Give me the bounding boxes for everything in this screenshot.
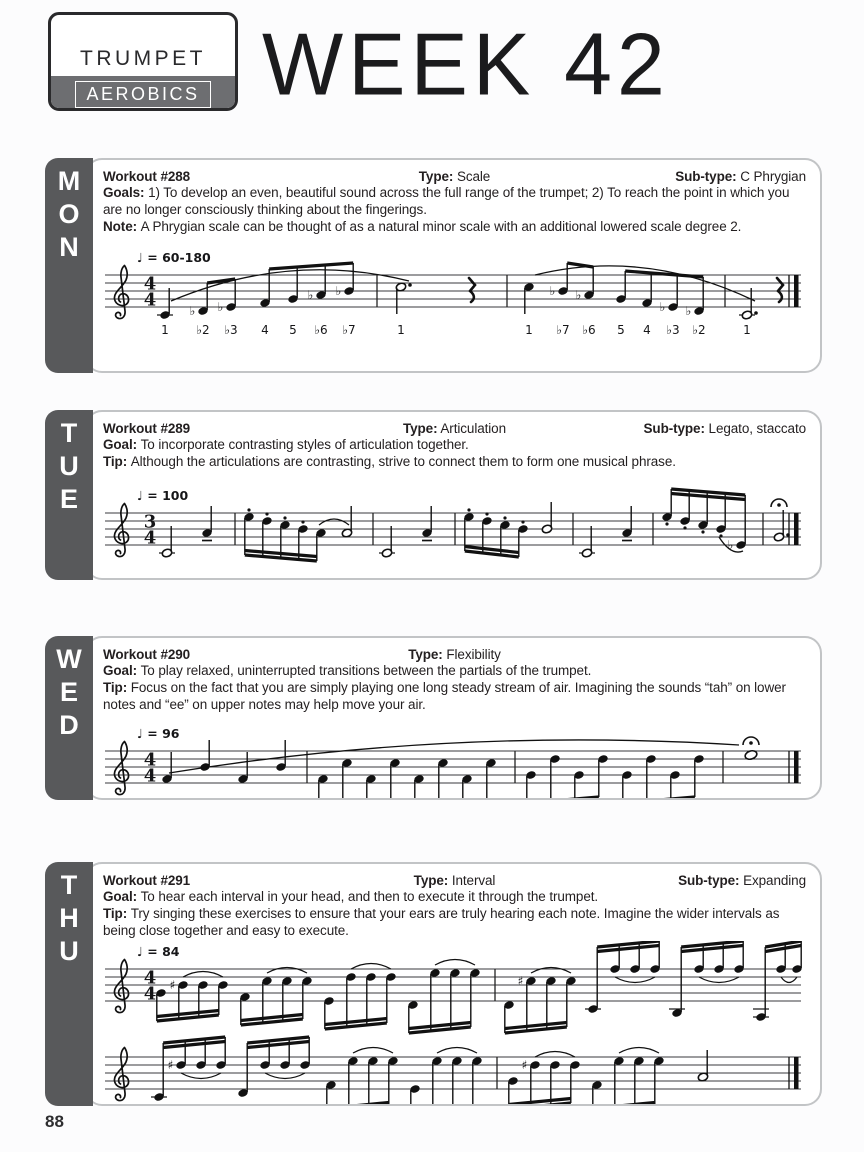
svg-text:5: 5 (617, 323, 625, 338)
workout-type: Type: Articulation (402, 421, 506, 436)
svg-text:♭: ♭ (685, 304, 692, 319)
workout-subtype: Sub-type: Expanding (678, 873, 806, 888)
svg-text:♯: ♯ (169, 978, 176, 993)
svg-text:♭7: ♭7 (342, 323, 356, 338)
workout-header (103, 168, 806, 185)
svg-text:♭3: ♭3 (224, 323, 238, 338)
svg-text:♭: ♭ (727, 537, 734, 552)
svg-text:3: 3 (143, 511, 157, 533)
svg-text:♩ = 100: ♩ = 100 (137, 487, 189, 503)
day-letter: H (59, 903, 79, 933)
day-letter: T (60, 418, 78, 448)
logo-trumpet-text: TRUMPET (80, 47, 206, 70)
svg-text:♭: ♭ (575, 288, 582, 303)
day-letter: W (56, 644, 82, 674)
description-line: Tip: Although the articulations are contrasting, strive to connect them to form one musical phrase. (103, 453, 676, 469)
day-letter: E (59, 484, 78, 514)
svg-text:♭6: ♭6 (582, 323, 596, 338)
svg-text:♭2: ♭2 (196, 323, 210, 338)
svg-text:4: 4 (261, 323, 269, 338)
svg-text:♭7: ♭7 (556, 323, 570, 338)
svg-text:♭: ♭ (307, 288, 314, 303)
day-tab-tue (45, 410, 93, 580)
svg-text:♭: ♭ (217, 300, 224, 315)
workout-card-wed (45, 636, 822, 800)
trumpet-aerobics-logo (48, 12, 238, 111)
workout-card-thu (45, 862, 822, 1106)
svg-text:♭2: ♭2 (692, 323, 706, 338)
day-letter: O (58, 199, 80, 229)
workout-card-mon (45, 158, 822, 373)
workout-description (103, 185, 806, 235)
description-line: Goal: To incorporate contrasting styles of articulation together. (103, 437, 469, 452)
workout-type: Type: Flexibility (408, 647, 501, 662)
workout-box (85, 636, 822, 800)
svg-text:♭6: ♭6 (314, 323, 328, 338)
day-letter: M (57, 166, 81, 196)
day-letter: E (59, 677, 78, 707)
workout-number: Workout #290 (103, 647, 191, 662)
day-tab-thu (45, 862, 93, 1106)
day-letter: N (59, 232, 79, 262)
workout-subtype: Sub-type: C Phrygian (675, 169, 806, 184)
workout-description (103, 889, 806, 939)
svg-text:♭: ♭ (549, 284, 556, 299)
workout-type: Type: Interval (413, 873, 496, 888)
description-line: Tip: Try singing these exercises to ensure that your ears are truly hearing each note. Imagine the wider intervals as being close together and easy to execute. (103, 905, 780, 938)
workout-number: Workout #288 (103, 169, 191, 184)
description-line: Tip: Focus on the fact that you are simply playing one long steady stream of air. Imagining the sounds “tah” on lower notes and “ee” on upper notes may help move your air. (103, 679, 786, 712)
day-tab-mon (45, 158, 93, 373)
svg-text:5: 5 (289, 323, 297, 338)
day-tab-wed (45, 636, 93, 800)
svg-text:1: 1 (397, 323, 405, 338)
svg-text:1: 1 (743, 323, 751, 338)
svg-text:♩ = 96: ♩ = 96 (137, 726, 180, 742)
page-title: WEEK 42 (262, 16, 670, 114)
description-line: Note: A Phrygian scale can be thought of as a natural minor scale with an additional lowered scale degree 2. (103, 218, 742, 234)
workout-card-tue (45, 410, 822, 580)
music-notation-tue (103, 483, 803, 575)
svg-text:♩ = 84: ♩ = 84 (137, 944, 180, 960)
description-line: Goals: 1) To develop an even, beautiful sound across the full range of the trumpet; 2) To reach the point in which you are no longer consciously thinking about the fingerings. (103, 185, 790, 217)
page-number: 88 (45, 1112, 64, 1131)
workout-description (103, 663, 806, 713)
workout-box (85, 410, 822, 580)
day-letter: T (60, 870, 78, 900)
workout-number: Workout #289 (103, 421, 191, 436)
description-line: Goal: To play relaxed, uninterrupted transitions between the partials of the trumpet. (103, 663, 592, 678)
workout-header (103, 420, 806, 437)
svg-text:♯: ♯ (517, 974, 524, 989)
music-notation-thu (103, 941, 803, 1106)
svg-text:1: 1 (525, 323, 533, 338)
workout-box (85, 862, 822, 1106)
music-notation-mon (103, 245, 803, 345)
svg-text:♩ = 60-180: ♩ = 60-180 (137, 250, 211, 266)
workout-number: Workout #291 (103, 873, 191, 888)
svg-text:4: 4 (143, 983, 157, 1005)
svg-text:1: 1 (161, 323, 169, 338)
music-notation-wed (103, 721, 803, 800)
svg-text:4: 4 (143, 527, 157, 549)
workout-subtype: Sub-type: Legato, staccato (643, 421, 806, 436)
workout-header (103, 646, 806, 663)
workout-header (103, 872, 806, 889)
svg-text:♯: ♯ (167, 1058, 174, 1073)
logo-aerobics-band (51, 76, 235, 111)
svg-text:4: 4 (643, 323, 651, 338)
svg-text:♭3: ♭3 (666, 323, 680, 338)
svg-text:4: 4 (143, 289, 157, 311)
svg-text:♭: ♭ (335, 284, 342, 299)
svg-text:♯: ♯ (521, 1058, 528, 1073)
svg-text:♭: ♭ (659, 300, 666, 315)
svg-text:4: 4 (143, 273, 157, 295)
day-letter: D (59, 710, 79, 740)
svg-text:♭: ♭ (189, 304, 196, 319)
svg-text:4: 4 (143, 967, 157, 989)
svg-text:4: 4 (143, 749, 157, 771)
description-line: Goal: To hear each interval in your head, and then to execute it through the trumpet. (103, 889, 599, 904)
svg-text:4: 4 (143, 765, 157, 787)
day-letter: U (59, 451, 79, 481)
day-letter: U (59, 936, 79, 966)
workout-box (85, 158, 822, 373)
workout-type: Type: Scale (418, 169, 491, 184)
logo-aerobics-text: AEROBICS (75, 81, 210, 108)
workout-description (103, 437, 806, 471)
